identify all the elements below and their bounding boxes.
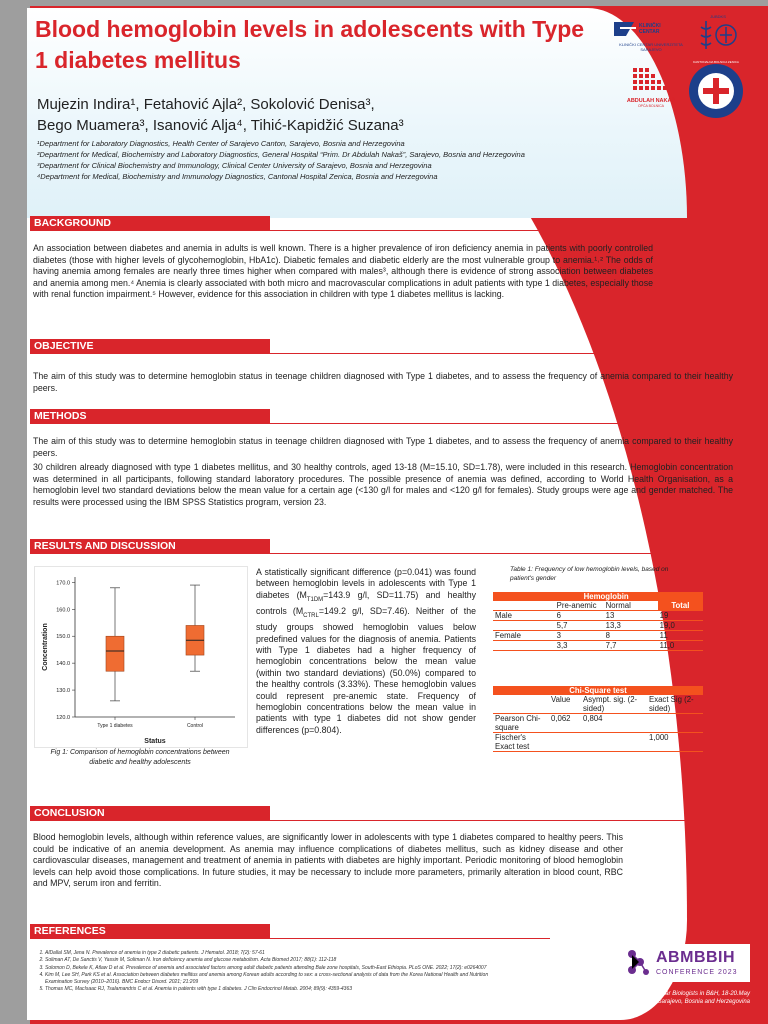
section-conclusion-heading: CONCLUSION: [30, 806, 270, 821]
table-cell: Fischer's Exact test: [493, 733, 549, 752]
table-cell: 8: [604, 631, 658, 641]
table-cell: 19,0: [658, 621, 703, 631]
chi-square-table: [493, 686, 703, 752]
x-tick-label: Type 1 diabetes: [97, 723, 133, 729]
poster-left-stripe: [0, 0, 30, 1024]
results-text-part-3: =149.2 g/l, SD=7.46). Neither of the study groups showed hemoglobin values below predefined values for the diagnosis of anemia. Patients with Type 1 diabetes had a higher frequency of hemoglobin concentrations below the mean value (within two standard deviations) (50.0%) compared to the healthy controls (3.33%). These hemoglobin values could represent pre-anemic state. Frequency of hemoglobin concentrations below the mean value in patients with type 1 diabetes did not show gender differences (p=0.804).: [256, 605, 476, 735]
nakas-logo-text: ABDULAH NAKAŠ: [626, 98, 676, 104]
section-objective-heading: OBJECTIVE: [30, 339, 270, 354]
table-cell: 11: [658, 631, 703, 641]
methods-text-2: 30 children already diagnosed with type 1 diabetes mellitus, and 30 healthy controls, aged 13-18 (M=15.10, SD=1.78), were included in this research. Hemoglobin concentration was determined in all participants, following standard laboratory procedures. The possible presence of anemia was defined, according to World Health Organisation, as a hemoglobin level two standard deviations below the mean value for a certain age (<130 g/l for males and <120 g/l for females). Study groups were age and gender matched. The results were processed using the IBM SPSS Statistics program, version 23.: [33, 462, 733, 507]
table-row: [493, 733, 703, 752]
results-subscript-t1dm: T1DM: [306, 596, 324, 603]
y-tick-label: 160.0: [56, 607, 70, 614]
section-divider: [30, 553, 750, 554]
figure-caption: Fig 1: Comparison of hemoglobin concentrations between diabetic and healthy adolescents: [50, 749, 230, 766]
references-list: [33, 950, 513, 994]
table-cell: 7,7: [604, 641, 658, 651]
table-header-preanemic: Pre-anemic: [555, 601, 604, 611]
table-cell: 13,3: [604, 621, 658, 631]
poster-title: Blood hemoglobin levels in adolescents with Type 1 diabetes mellitus: [35, 16, 585, 73]
abmbbih-logo: [622, 944, 750, 982]
affiliations: [37, 138, 647, 182]
nakas-logo-mark: [631, 66, 671, 96]
table-cell: Pearson Chi-square: [493, 714, 549, 733]
table-cell: 13: [604, 611, 658, 621]
authors: [37, 94, 557, 136]
reference-item: 2. Soliman AT, De Sanctis V, Yassin M, Soliman N. Iron deficiency anemia and glucose metabolism. Acta Biomed 2017; 88(1): 112-118: [45, 957, 513, 964]
table-cell: 3: [555, 631, 604, 641]
abmbbih-logo-subtext: CONFERENCE 2023: [656, 969, 738, 976]
authors-line-1: Mujezin Indira¹, Fetahović Ajla², Sokolović Denisa³,: [37, 96, 375, 113]
affiliation-1: ¹Department for Laboratory Diagnostics, Health Center of Sarajevo Canton, Sarajevo, Bosnia and Herzegovina: [37, 139, 405, 148]
presented-at: Presented at: Conference of Biochemists and Molecular Biologists in B&H, 18-20.May 2023., Sarajevo, Bosnia and Herzegovina: [522, 991, 750, 1005]
table-cell: 6: [555, 611, 604, 621]
affiliation-2: ²Department for Medical, Biochemistry and Laboratory Diagnostics, General Hospital “Prim. Dr Abdulah Nakaš”, Sarajevo, Bosnia and Herzegovina: [37, 150, 525, 159]
table-cell: 0,062: [549, 714, 581, 733]
table-header-hemoglobin: Hemoglobin: [555, 592, 658, 601]
table-cell: Male: [493, 611, 555, 621]
table-header-total: Total: [658, 601, 703, 611]
table-cell: 11,0: [658, 641, 703, 651]
nakas-logo: [618, 66, 684, 112]
table-cell: [493, 621, 555, 631]
table-cell: 3,3: [555, 641, 604, 651]
y-axis-label: Concentration: [42, 623, 49, 671]
results-text-part-2: =143.9 g/l, SD=11.75) and healthy controls (M: [256, 589, 476, 616]
abmbbih-logo-text: ABMBBIH: [656, 949, 736, 966]
table-header-chi-square: Chi-Square test: [493, 686, 703, 695]
methods-text-1: The aim of this study was to determine hemoglobin status in teenage children diagnosed with Type 1 diabetes, and to assess the frequency of anemia compared to their healthy peers.: [33, 436, 733, 458]
hemoglobin-table: [493, 592, 703, 651]
nakas-logo-subtext: OPĆA BOLNICA: [637, 104, 665, 108]
results-text: [256, 567, 476, 736]
table-header-empty: [658, 592, 703, 601]
table-header-exact: Exact Sig (2-sided): [647, 695, 703, 714]
table-row: [493, 621, 703, 631]
kcus-logo-text: KLINIČKI CENTAR UNIVERZITETA SARAJEVO: [619, 42, 683, 52]
table-header-value: Value: [549, 695, 581, 714]
section-divider: [30, 423, 730, 424]
table-cell: Female: [493, 631, 555, 641]
affiliation-4: ⁴Department for Medical, Biochemistry and Immunology Diagnostics, Cantonal Hospital Zenica, Bosnia and Herzegovina: [37, 172, 438, 181]
results-text-part-1: A statistically significant difference (p=0.041) was found between hemoglobin levels in adolescents with Type 1 diabetes (M: [256, 567, 476, 600]
jzbdks-logo-text: JUBDKS: [710, 14, 726, 19]
table-header-asympt: Asympt. sig. (2-sided): [581, 695, 647, 714]
caduceus-icon: [696, 19, 740, 51]
table-row: [493, 714, 703, 733]
reference-item: 1. AlDallal SM, Jena N. Prevalence of anemia in type 2 diabetic patients. J Hematol. 2018; 7(2): 57-61: [45, 950, 513, 957]
table-cell: [647, 714, 703, 733]
reference-item: 3. Solomon D, Bekele K, Atlaw D et al. Prevalence of anemia and associated factors among adult diabetic patients attending Bale zone hospitals, South-East Ethiopia. PLoS ONE. 2022; 17(2): e0264007: [45, 965, 513, 972]
section-divider: [30, 353, 670, 354]
svg-text:CENTAR: CENTAR: [639, 29, 660, 35]
table-header-empty: [493, 592, 555, 601]
reference-item: 4. Kim M, Lee SH, Park KS et al. Association between diabetes mellitus and anemia among Korean adults according to sex: a cross-sectional analysis of data from the Korea National Health and Nutrition Examination Survey (2010–2016). BMC Endocr Disord. 2021; 21:209: [45, 972, 513, 987]
table-cell: [549, 733, 581, 752]
affiliation-3: ³Department for Clinical Biochemistry and Immunology, Clinical Center University of Sarajevo, Bosnia and Herzegovina: [37, 161, 432, 170]
table-caption: Table 1: Frequency of low hemoglobin levels, based on patient's gender: [510, 566, 669, 582]
table-cell: [493, 641, 555, 651]
table-cell: 5,7: [555, 621, 604, 631]
kcus-logo: [612, 18, 690, 50]
boxplot-svg: [35, 567, 247, 747]
y-tick-label: 120.0: [56, 715, 70, 721]
table-row: [493, 611, 703, 621]
table-row: [493, 641, 703, 651]
section-background-heading: BACKGROUND: [30, 216, 270, 231]
results-subscript-ctrl: CTRL: [303, 612, 319, 619]
table-header-normal: Normal: [604, 601, 658, 611]
x-axis-label: Status: [144, 738, 166, 745]
zenica-logo: [686, 62, 746, 122]
poster-top-stripe: [0, 0, 768, 6]
svg-text:KLINIČKI: KLINIČKI: [639, 23, 661, 29]
kcus-logo-mark: [612, 18, 690, 40]
conclusion-text: Blood hemoglobin levels, although within reference values, are significantly lower in adolescents with type 1 diabetes compared to healthy peers. This could be indicative of an anemia development. As anemia may influence complications of diabetes mellitus, such as kidney disease and other cardiovascular diseases, management and treatment of anemia in patients with diabetes are highly important. Periodic monitoring of blood hemoglobin levels can help avoid those complications. In future studies, it may be necessary to include more parameters, primarily alteration in blood count, RBC and MPV, serum iron and ferritin.: [33, 832, 623, 888]
section-divider: [30, 938, 550, 939]
y-tick-label: 150.0: [56, 634, 70, 641]
y-tick-label: 130.0: [56, 688, 70, 695]
section-references-heading: REFERENCES: [30, 924, 270, 939]
box-body: [106, 636, 124, 671]
table-cell: 0,804: [581, 714, 647, 733]
zenica-logo-mark: [687, 62, 745, 120]
table-cell: 19: [658, 611, 703, 621]
zenica-logo-text: KANTONALNA BOLNICA ZENICA: [693, 60, 739, 64]
section-results-heading: RESULTS AND DISCUSSION: [30, 539, 270, 554]
jzbdks-logo: [694, 14, 742, 54]
table-cell: [493, 695, 549, 714]
table-cell: [581, 733, 647, 752]
x-tick-label: Control: [186, 723, 204, 729]
objective-text: The aim of this study was to determine hemoglobin status in teenage children diagnosed with Type 1 diabetes, and to assess the frequency of anemia compared to their healthy peers.: [33, 371, 733, 393]
section-divider: [30, 230, 670, 231]
section-methods-heading: METHODS: [30, 409, 270, 424]
reference-item: 5. Thomas MC, MacIsaac RJ, Tsalamandris C et al. Anemia in patients with type 1 diabetes. J Clin Endocrinol Metab. 2004; 89(9): 4359-4363: [45, 986, 513, 993]
y-tick-label: 140.0: [56, 661, 70, 668]
authors-line-2: Bego Muamera³, Isanović Alja⁴, Tihić-Kapidžić Suzana³: [37, 117, 404, 134]
background-text: An association between diabetes and anemia in adults is well known. There is a higher prevalence of iron deficiency anemia in patients with poorly controlled diabetes (those with higher levels of glycohemoglobin, HbA1c). Diabetic females and diabetic elderly are the most vulnerable group to anemia.¹˒² The odds of having anemia among females are nearly three times higher when compared with males³, although there is evidence of strong association between diabetes and anemia among men.⁴ Anemia is clearly associated with both micro and macrovascular complications in adult patients with type 1 diabetes, especially those with renal function impairment.⁵ However, evidence for this association in children with type 1 diabetes mellitus is lacking.: [33, 243, 653, 299]
table-cell: 1,000: [647, 733, 703, 752]
table-cell: [493, 601, 555, 611]
section-divider: [30, 820, 730, 821]
boxplot-chart: [34, 566, 248, 748]
y-tick-label: 170.0: [56, 580, 70, 587]
table-row: [493, 631, 703, 641]
